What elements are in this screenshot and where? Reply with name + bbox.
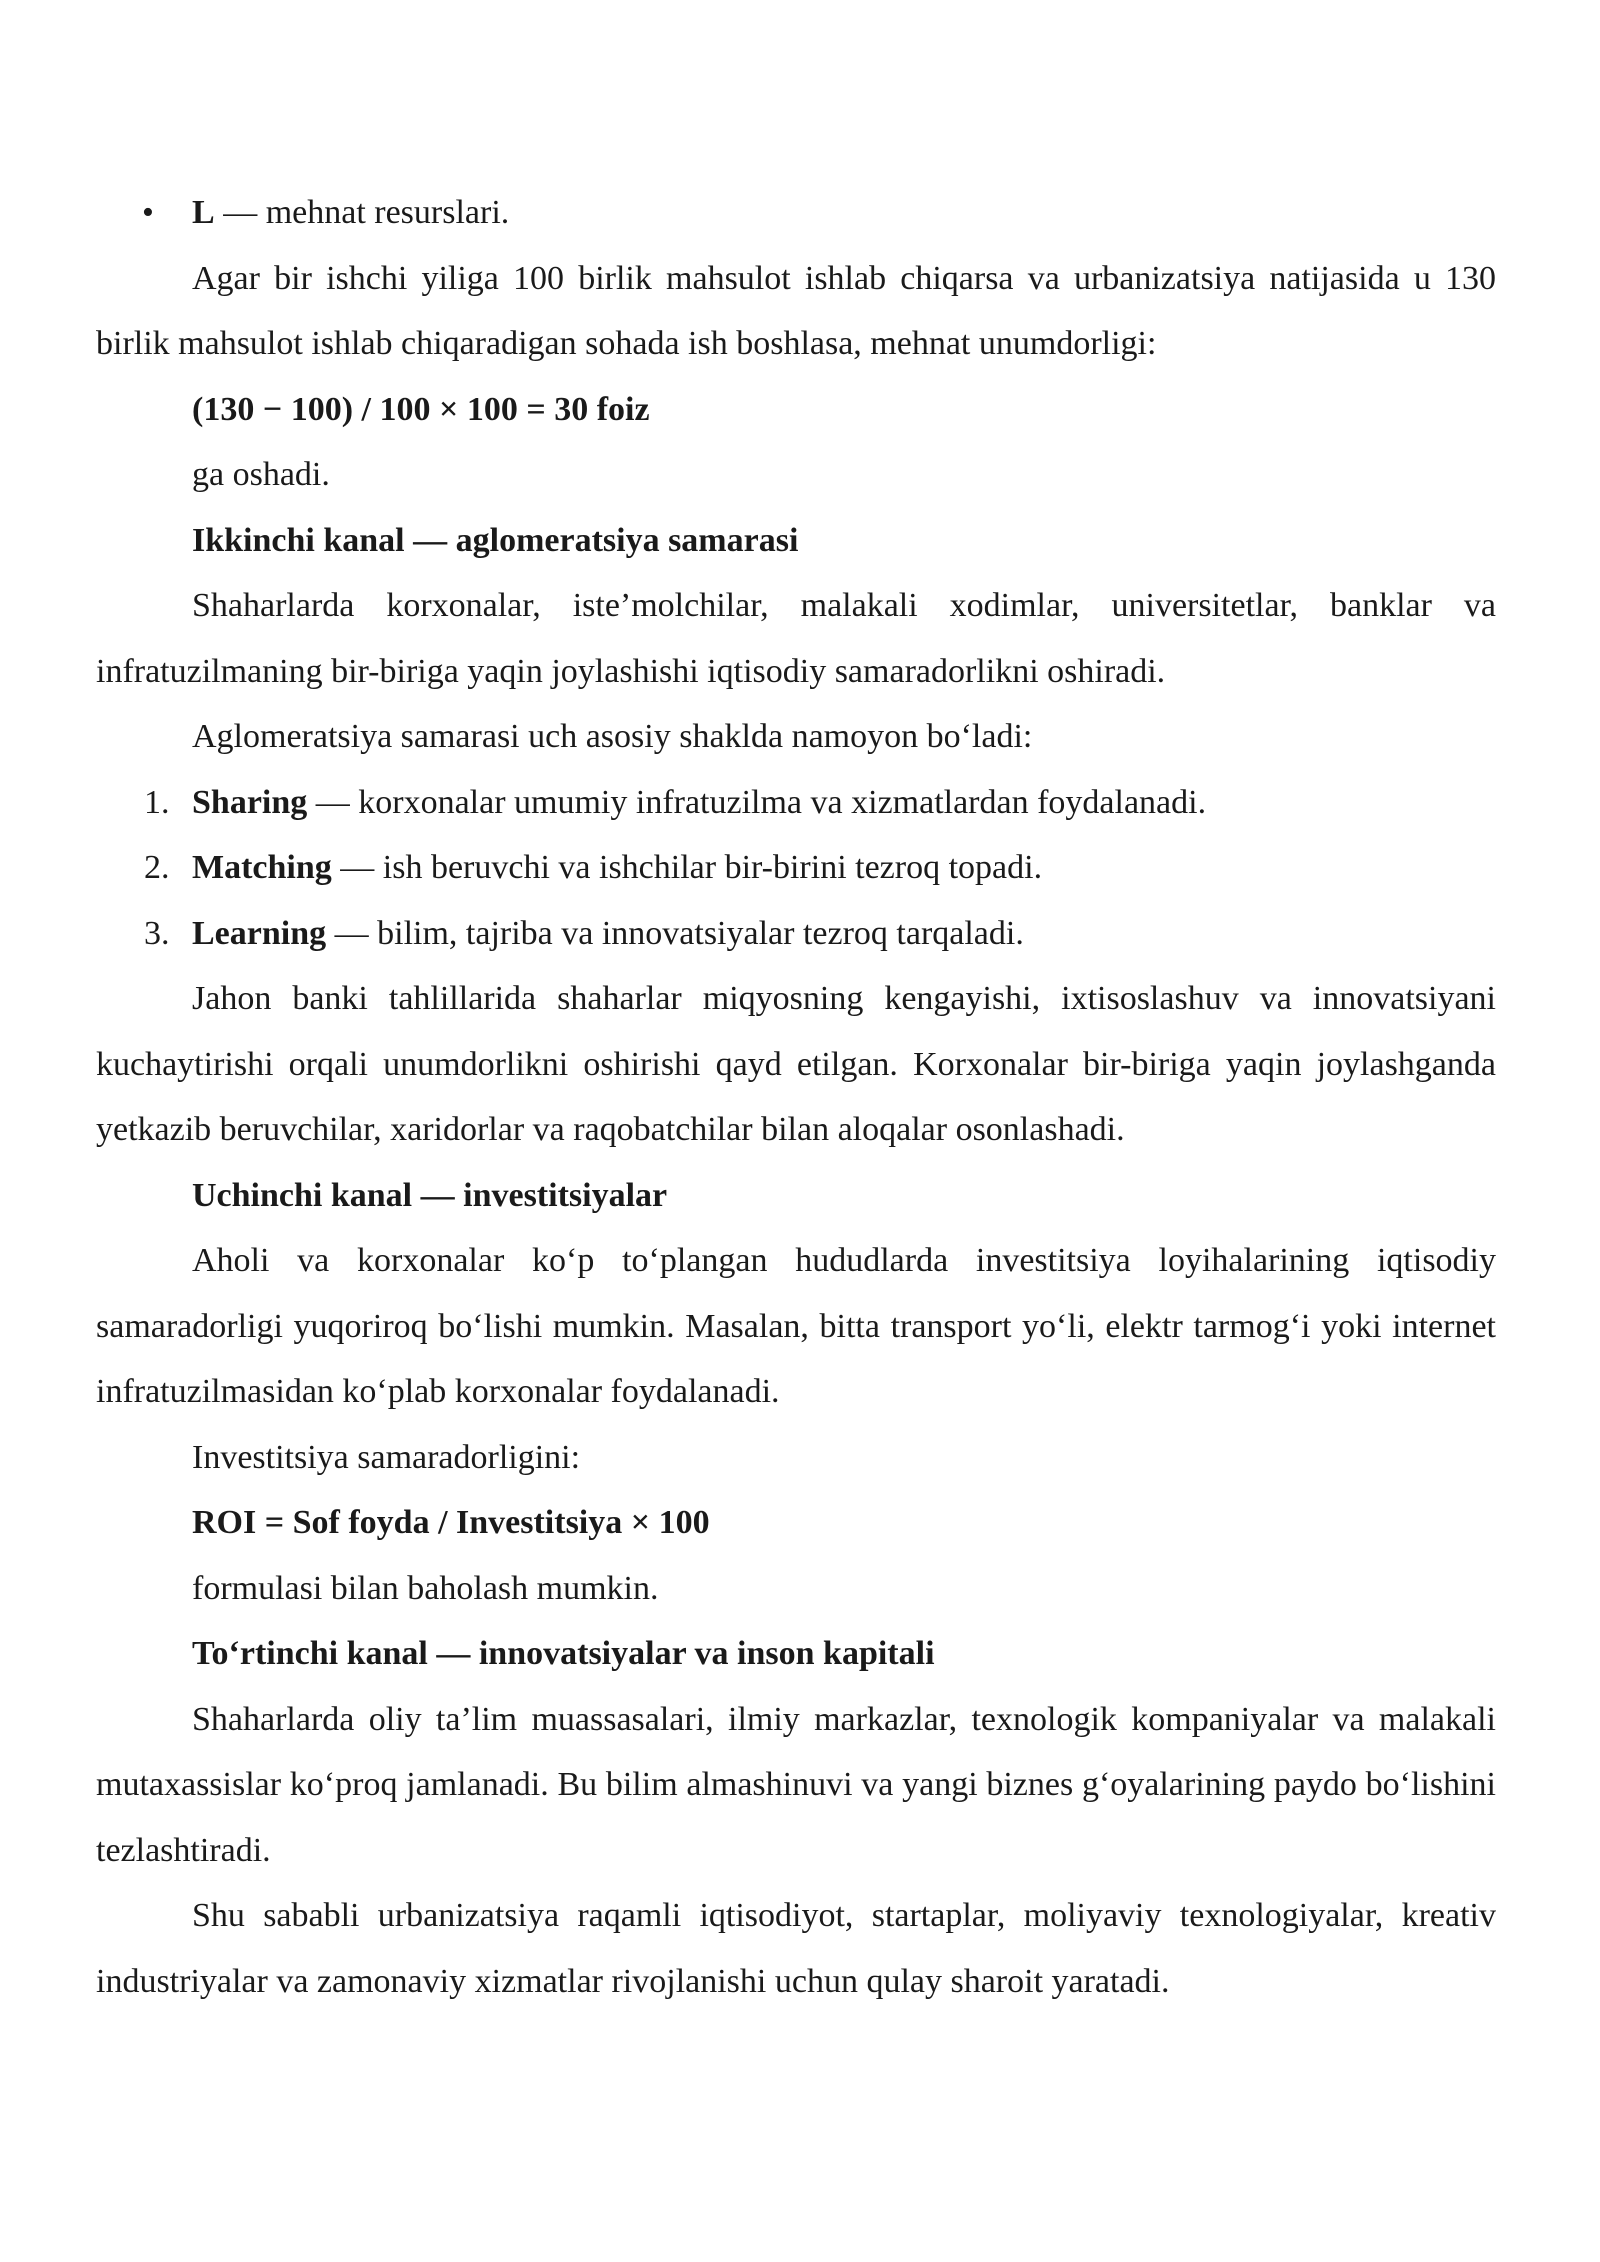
paragraph-example: Agar bir ishchi yiliga 100 birlik mahsulot ishlab chiqarsa va urbanizatsiya natijasida u 130 birlik mahsulot ishlab chiqaradigan sohada ish boshlasa, mehnat unumdorligi:	[96, 259, 1496, 362]
paragraph-aholi: Aholi va korxonalar ko‘p to‘plangan hududlarda investitsiya loyihalarining iqtisodiy samaradorligi yuqoriroq bo‘lishi mumkin. Masalan, bitta transport yo‘li, elektr tarmog‘i yoki internet infratuzilmasidan ko‘plab korxonalar foydalanadi.	[96, 1242, 1496, 1410]
section-heading: Uchinchi kanal — investitsiyalar	[192, 1176, 668, 1214]
section-heading: Ikkinchi kanal — aglomeratsiya samarasi	[192, 521, 799, 559]
paragraph-shaharlarda: Shaharlarda korxonalar, iste’molchilar, malakali xodimlar, universitetlar, banklar va infratuzilmaning bir-biriga yaqin joylashishi iqtisodiy samaradorlikni oshiradi.	[96, 587, 1496, 690]
bullet-marker: •	[142, 194, 154, 231]
paragraph-shu-sababli: Shu sababli urbanizatsiya raqamli iqtisodiyot, startaplar, moliyaviy texnologiyalar, kreativ industriyalar va zamonaviy xizmatlar rivojlanishi uchun qulay sharoit yaratadi.	[96, 1897, 1496, 2000]
formula-productivity: (130 − 100) / 100 × 100 = 30 foiz	[192, 390, 650, 428]
term-description: — mehnat resurslari.	[214, 194, 510, 231]
list-item	[96, 901, 1496, 967]
term-label: Matching	[192, 849, 332, 886]
term-description: — korxonalar umumiy infratuzilma va xizmatlardan foydalanadi.	[307, 783, 1207, 821]
paragraph-jahon: Jahon banki tahlillarida shaharlar miqyosning kengayishi, ixtisoslashuv va innovatsiyani kuchaytirishi orqali unumdorlikni oshirishi qayd etilgan. Korxonalar bir-biriga yaqin joylashganda yetkazib beruvchilar, xaridorlar va raqobatchilar bilan aloqalar osonlashadi.	[96, 980, 1496, 1148]
list-number: 3.	[144, 914, 170, 952]
formula-roi: ROI = Sof foyda / Investitsiya × 100	[192, 1504, 710, 1541]
paragraph-ga-oshadi: ga oshadi.	[192, 456, 330, 493]
list-item	[96, 835, 1496, 901]
bullet-list	[96, 180, 1496, 246]
paragraph-oliy: Shaharlarda oliy ta’lim muassasalari, ilmiy markazlar, texnologik kompaniyalar va malakali mutaxassislar ko‘proq jamlanadi. Bu bilim almashinuvi va yangi biznes g‘oyalarining paydo bo‘lishini tezlashtiradi.	[96, 1700, 1496, 1869]
list-number: 2.	[144, 849, 170, 886]
list-item	[96, 180, 1496, 246]
list-item	[96, 770, 1496, 836]
numbered-list	[96, 770, 1496, 967]
term-description: — bilim, tajriba va innovatsiyalar tezroq tarqaladi.	[326, 914, 1024, 952]
paragraph-formulasi: formulasi bilan baholash mumkin.	[192, 1569, 659, 1607]
term-label: Sharing	[192, 783, 308, 821]
paragraph-investitsiya: Investitsiya samaradorligini:	[192, 1438, 581, 1476]
list-number: 1.	[144, 783, 170, 821]
document-page	[96, 180, 1496, 2014]
section-heading: To‘rtinchi kanal — innovatsiyalar va inson kapitali	[192, 1635, 935, 1672]
term-label: L	[192, 194, 215, 231]
term-label: Learning	[192, 914, 327, 952]
term-description: — ish beruvchi va ishchilar bir-birini tezroq topadi.	[331, 849, 1043, 886]
paragraph-aglomeratsiya: Aglomeratsiya samarasi uch asosiy shaklda namoyon bo‘ladi:	[192, 718, 1033, 755]
